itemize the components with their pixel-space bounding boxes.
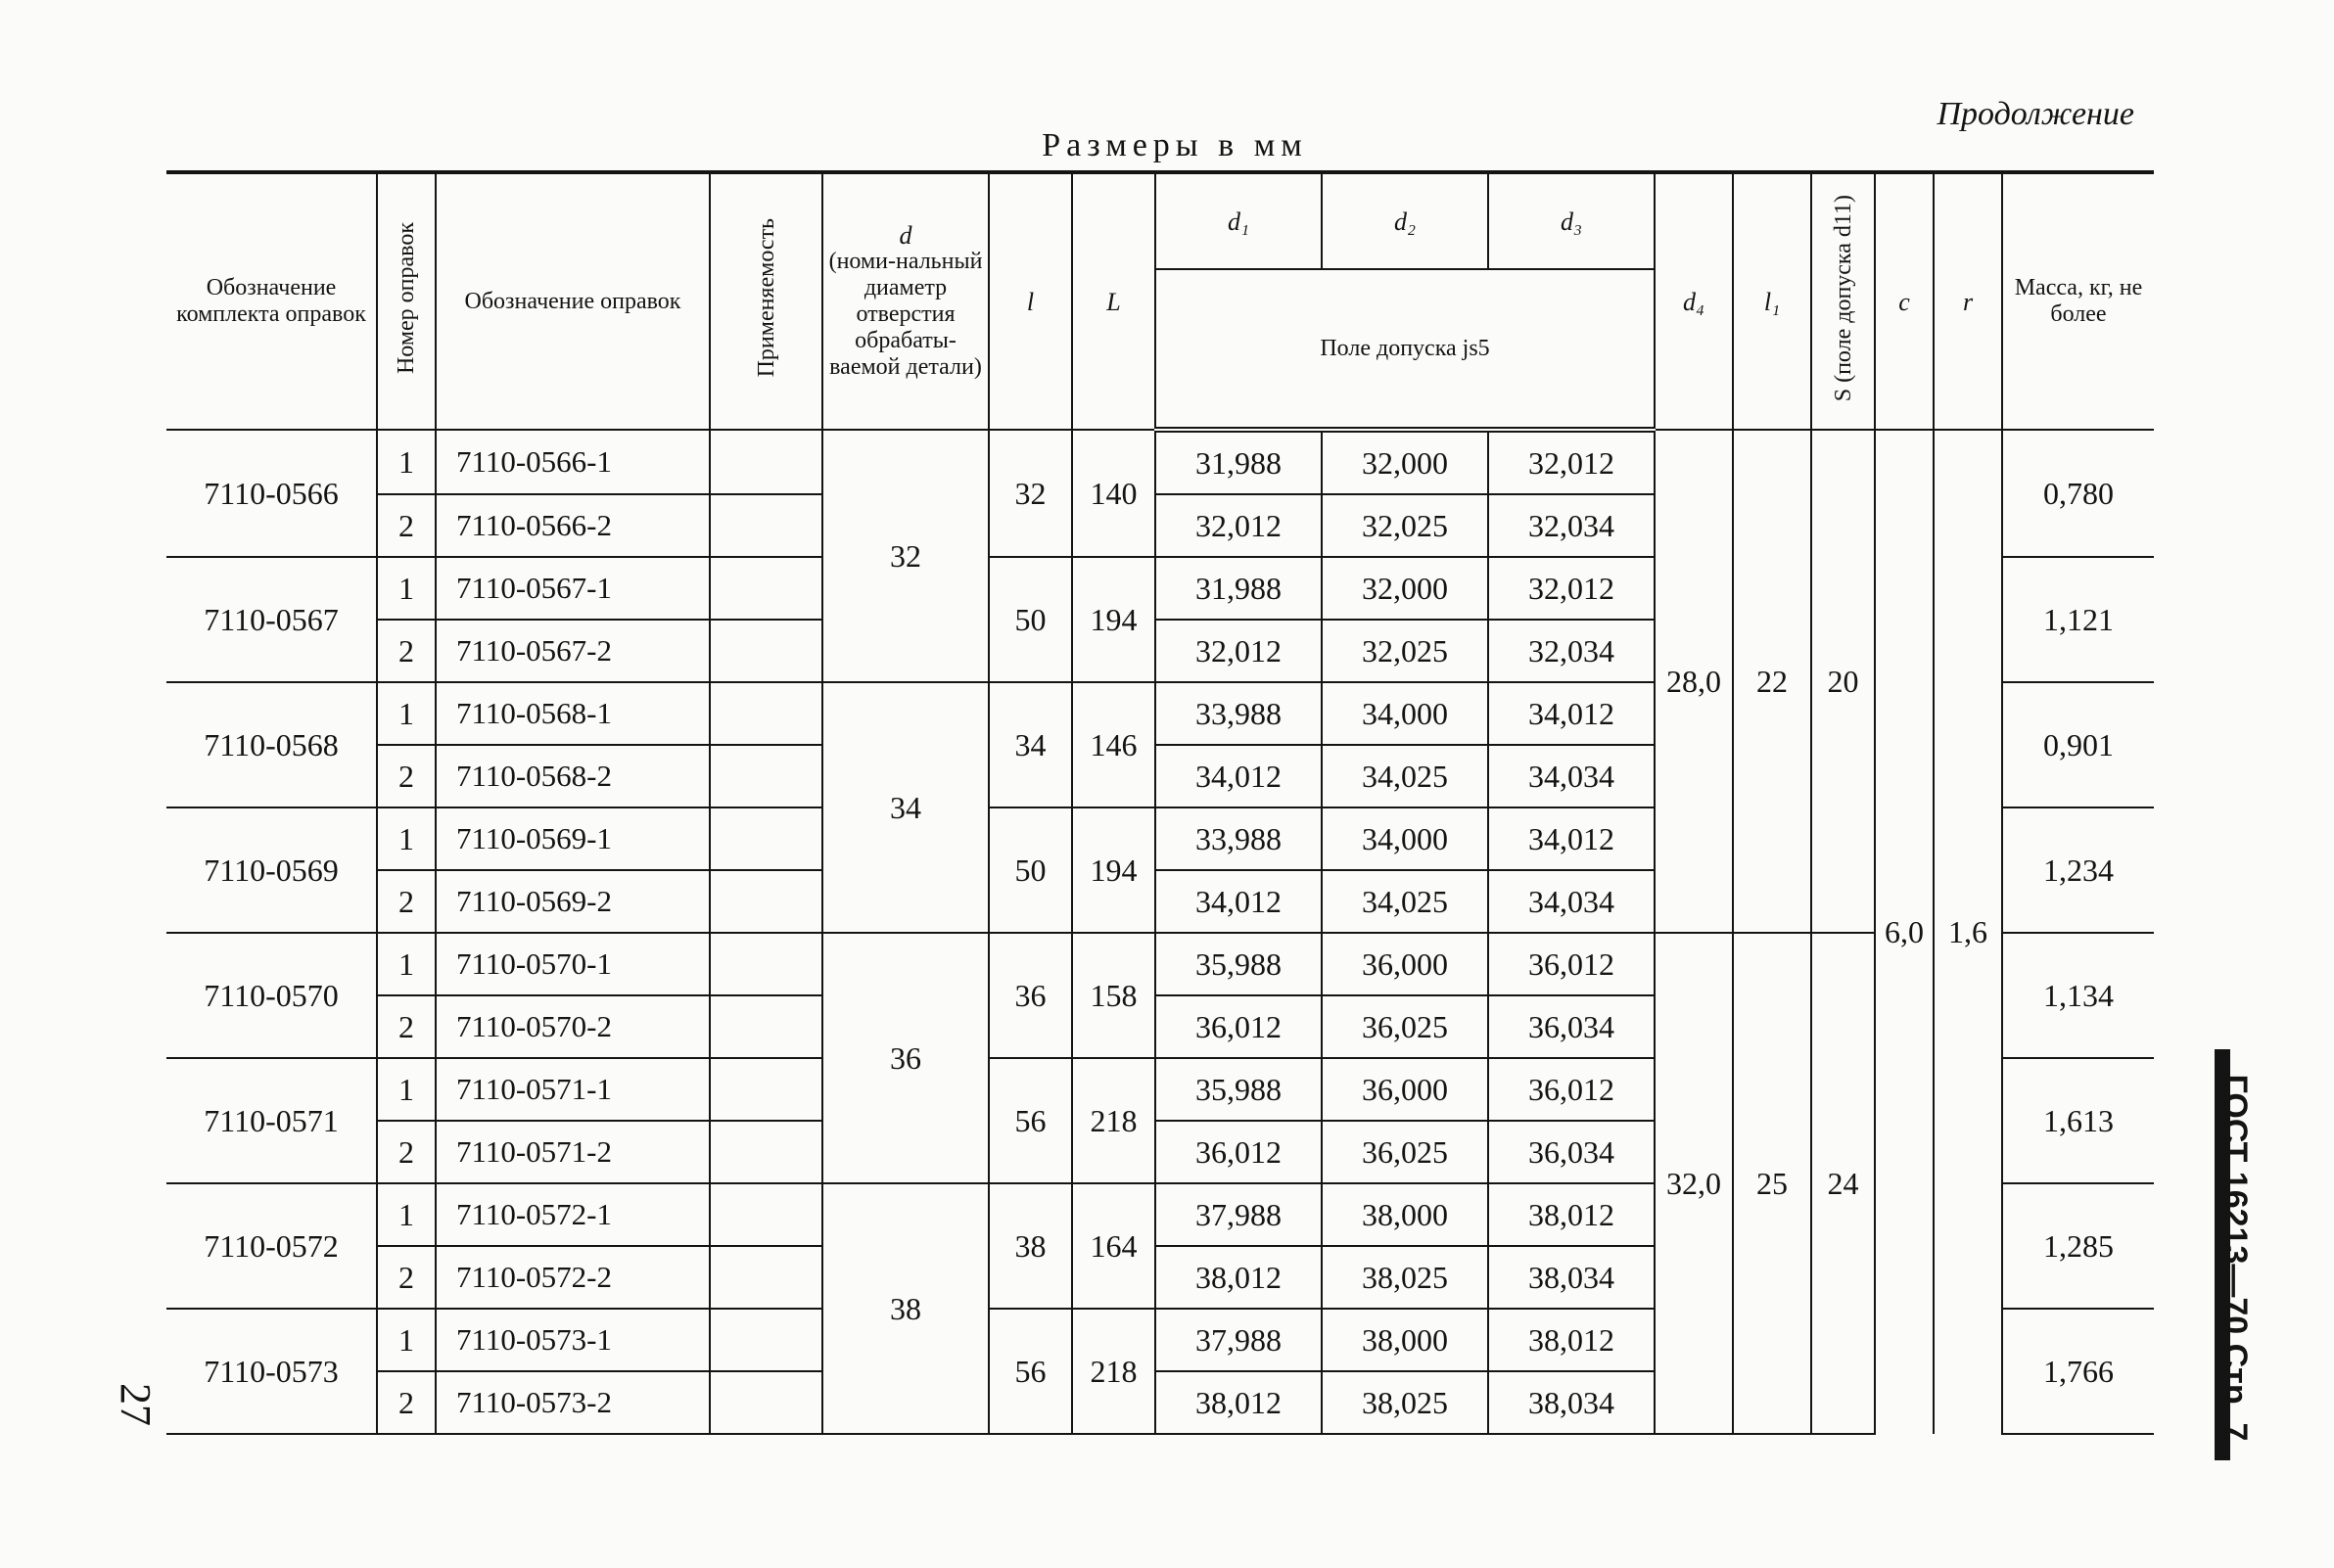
d4-value: 32,0	[1655, 933, 1733, 1434]
nominal-diameter: 34	[822, 682, 989, 933]
l1-value: 25	[1733, 933, 1811, 1434]
applicability-cell	[710, 1246, 822, 1309]
d1-value: 37,988	[1155, 1309, 1322, 1371]
d1-value: 35,988	[1155, 1058, 1322, 1121]
arbor-number: 1	[377, 807, 436, 870]
length-L: 158	[1072, 933, 1155, 1058]
header-s: S (поле допуска d11)	[1811, 172, 1875, 430]
d1-value: 35,988	[1155, 933, 1322, 995]
d1-value: 36,012	[1155, 1121, 1322, 1183]
nominal-diameter: 32	[822, 430, 989, 682]
applicability-cell	[710, 1371, 822, 1434]
table-row	[166, 430, 2154, 494]
d1-value: 32,012	[1155, 620, 1322, 682]
mass-value: 1,766	[2002, 1309, 2154, 1434]
applicability-cell	[710, 1309, 822, 1371]
d1-value: 38,012	[1155, 1371, 1322, 1434]
mass-value: 1,285	[2002, 1183, 2154, 1309]
length-l: 56	[989, 1309, 1072, 1434]
continuation-label: Продолжение	[1937, 96, 2134, 132]
arbor-code: 7110-0572-1	[436, 1183, 710, 1246]
set-code: 7110-0573	[166, 1309, 377, 1434]
d3-value: 36,012	[1488, 1058, 1655, 1121]
applicability-cell	[710, 430, 822, 494]
s-value: 20	[1811, 430, 1875, 933]
mass-value: 1,234	[2002, 807, 2154, 933]
r-value: 1,6	[1934, 430, 2002, 1434]
d2-value: 36,000	[1322, 1058, 1488, 1121]
set-code: 7110-0566	[166, 430, 377, 557]
d1-value: 31,988	[1155, 430, 1322, 494]
header-applicability: Применяемость	[710, 172, 822, 430]
arbor-number: 1	[377, 430, 436, 494]
length-L: 140	[1072, 430, 1155, 557]
arbor-number: 2	[377, 494, 436, 557]
d3-value: 38,012	[1488, 1183, 1655, 1246]
page-number: 27	[112, 1383, 160, 1426]
set-code: 7110-0568	[166, 682, 377, 807]
mass-value: 0,901	[2002, 682, 2154, 807]
d3-value: 32,034	[1488, 494, 1655, 557]
length-l: 56	[989, 1058, 1072, 1183]
arbor-number: 1	[377, 1183, 436, 1246]
d3-value: 34,012	[1488, 682, 1655, 745]
arbor-number: 1	[377, 682, 436, 745]
nominal-diameter: 36	[822, 933, 989, 1183]
mass-value: 1,613	[2002, 1058, 2154, 1183]
d1-value: 36,012	[1155, 995, 1322, 1058]
d3-value: 36,034	[1488, 995, 1655, 1058]
arbor-code: 7110-0573-2	[436, 1371, 710, 1434]
length-l: 32	[989, 430, 1072, 557]
header-d: d (номи-нальный диаметр отверстия обрабаты-ваемой детали)	[822, 172, 989, 430]
arbor-number: 2	[377, 995, 436, 1058]
arbor-code: 7110-0566-1	[436, 430, 710, 494]
set-code: 7110-0571	[166, 1058, 377, 1183]
mass-value: 1,134	[2002, 933, 2154, 1058]
arbor-code: 7110-0567-2	[436, 620, 710, 682]
arbor-code: 7110-0571-2	[436, 1121, 710, 1183]
d3-value: 32,012	[1488, 430, 1655, 494]
applicability-cell	[710, 995, 822, 1058]
header-L: L	[1072, 172, 1155, 430]
side-title-box	[2213, 1052, 2258, 1463]
length-l: 34	[989, 682, 1072, 807]
d3-value: 34,034	[1488, 870, 1655, 933]
length-l: 50	[989, 807, 1072, 933]
arbor-number: 2	[377, 870, 436, 933]
arbor-number: 2	[377, 1121, 436, 1183]
d4-value: 28,0	[1655, 430, 1733, 933]
length-L: 194	[1072, 557, 1155, 682]
applicability-cell	[710, 620, 822, 682]
d3-value: 32,034	[1488, 620, 1655, 682]
s-value: 24	[1811, 933, 1875, 1434]
header-d4: d₄	[1655, 172, 1733, 430]
length-L: 194	[1072, 807, 1155, 933]
arbor-number: 1	[377, 557, 436, 620]
arbor-number: 2	[377, 745, 436, 807]
length-L: 146	[1072, 682, 1155, 807]
arbor-code: 7110-0566-2	[436, 494, 710, 557]
length-l: 38	[989, 1183, 1072, 1309]
d2-value: 36,025	[1322, 995, 1488, 1058]
header-mass: Масса, кг, не более	[2002, 172, 2154, 430]
length-L: 218	[1072, 1309, 1155, 1434]
d1-value: 38,012	[1155, 1246, 1322, 1309]
d2-value: 38,025	[1322, 1246, 1488, 1309]
arbor-code: 7110-0567-1	[436, 557, 710, 620]
length-l: 50	[989, 557, 1072, 682]
applicability-cell	[710, 1183, 822, 1246]
applicability-cell	[710, 1121, 822, 1183]
d2-value: 38,025	[1322, 1371, 1488, 1434]
d3-value: 38,034	[1488, 1371, 1655, 1434]
set-code: 7110-0572	[166, 1183, 377, 1309]
d2-value: 34,025	[1322, 870, 1488, 933]
arbor-code: 7110-0570-2	[436, 995, 710, 1058]
d3-value: 36,034	[1488, 1121, 1655, 1183]
header-c: c	[1875, 172, 1934, 430]
applicability-cell	[710, 933, 822, 995]
set-code: 7110-0569	[166, 807, 377, 933]
units-caption: Размеры в мм	[1042, 127, 1308, 163]
d1-value: 37,988	[1155, 1183, 1322, 1246]
header-d3: d₃	[1488, 172, 1655, 269]
set-code: 7110-0570	[166, 933, 377, 1058]
d2-value: 36,000	[1322, 933, 1488, 995]
arbor-number: 2	[377, 1246, 436, 1309]
header-d2: d₂	[1322, 172, 1488, 269]
table-body	[166, 430, 2154, 1434]
d1-value: 34,012	[1155, 870, 1322, 933]
d2-value: 34,025	[1322, 745, 1488, 807]
d2-value: 38,000	[1322, 1309, 1488, 1371]
header-l1: l₁	[1733, 172, 1811, 430]
header-r: r	[1934, 172, 2002, 430]
d2-value: 32,025	[1322, 494, 1488, 557]
l1-value: 22	[1733, 430, 1811, 933]
d1-value: 32,012	[1155, 494, 1322, 557]
d1-value: 31,988	[1155, 557, 1322, 620]
header-set-designation: Обозначение комплекта оправок	[166, 172, 377, 430]
arbor-code: 7110-0569-2	[436, 870, 710, 933]
applicability-cell	[710, 745, 822, 807]
d3-value: 32,012	[1488, 557, 1655, 620]
c-value: 6,0	[1875, 430, 1934, 1434]
arbor-code: 7110-0573-1	[436, 1309, 710, 1371]
applicability-cell	[710, 557, 822, 620]
length-L: 164	[1072, 1183, 1155, 1309]
arbor-code: 7110-0569-1	[436, 807, 710, 870]
arbor-number: 1	[377, 1058, 436, 1121]
d3-value: 38,012	[1488, 1309, 1655, 1371]
mass-value: 1,121	[2002, 557, 2154, 682]
arbor-code: 7110-0568-1	[436, 682, 710, 745]
nominal-diameter: 38	[822, 1183, 989, 1434]
d2-value: 32,025	[1322, 620, 1488, 682]
table-row	[166, 933, 2154, 995]
d1-value: 33,988	[1155, 807, 1322, 870]
length-L: 218	[1072, 1058, 1155, 1183]
d2-value: 34,000	[1322, 807, 1488, 870]
d2-value: 36,025	[1322, 1121, 1488, 1183]
applicability-cell	[710, 494, 822, 557]
d3-value: 34,012	[1488, 807, 1655, 870]
arbor-code: 7110-0571-1	[436, 1058, 710, 1121]
d3-value: 36,012	[1488, 933, 1655, 995]
arbor-code: 7110-0572-2	[436, 1246, 710, 1309]
applicability-cell	[710, 682, 822, 745]
header-arbor-designation: Обозначение оправок	[436, 172, 710, 430]
header-tolerance: Поле допуска js5	[1155, 269, 1655, 430]
arbor-dimensions-table	[166, 170, 2154, 1435]
arbor-number: 2	[377, 620, 436, 682]
arbor-number: 1	[377, 933, 436, 995]
arbor-code: 7110-0568-2	[436, 745, 710, 807]
d3-value: 34,034	[1488, 745, 1655, 807]
arbor-number: 1	[377, 1309, 436, 1371]
mass-value: 0,780	[2002, 430, 2154, 557]
document-standard-title: ГОСТ 16213—70 Стр. 7	[2217, 1074, 2254, 1442]
header-arbor-number: Номер оправок	[377, 172, 436, 430]
applicability-cell	[710, 807, 822, 870]
header-d1: d₁	[1155, 172, 1322, 269]
set-code: 7110-0567	[166, 557, 377, 682]
arbor-code: 7110-0570-1	[436, 933, 710, 995]
d2-value: 32,000	[1322, 430, 1488, 494]
length-l: 36	[989, 933, 1072, 1058]
d1-value: 33,988	[1155, 682, 1322, 745]
d3-value: 38,034	[1488, 1246, 1655, 1309]
d2-value: 32,000	[1322, 557, 1488, 620]
d2-value: 34,000	[1322, 682, 1488, 745]
applicability-cell	[710, 1058, 822, 1121]
d1-value: 34,012	[1155, 745, 1322, 807]
header-l: l	[989, 172, 1072, 430]
applicability-cell	[710, 870, 822, 933]
arbor-number: 2	[377, 1371, 436, 1434]
d2-value: 38,000	[1322, 1183, 1488, 1246]
